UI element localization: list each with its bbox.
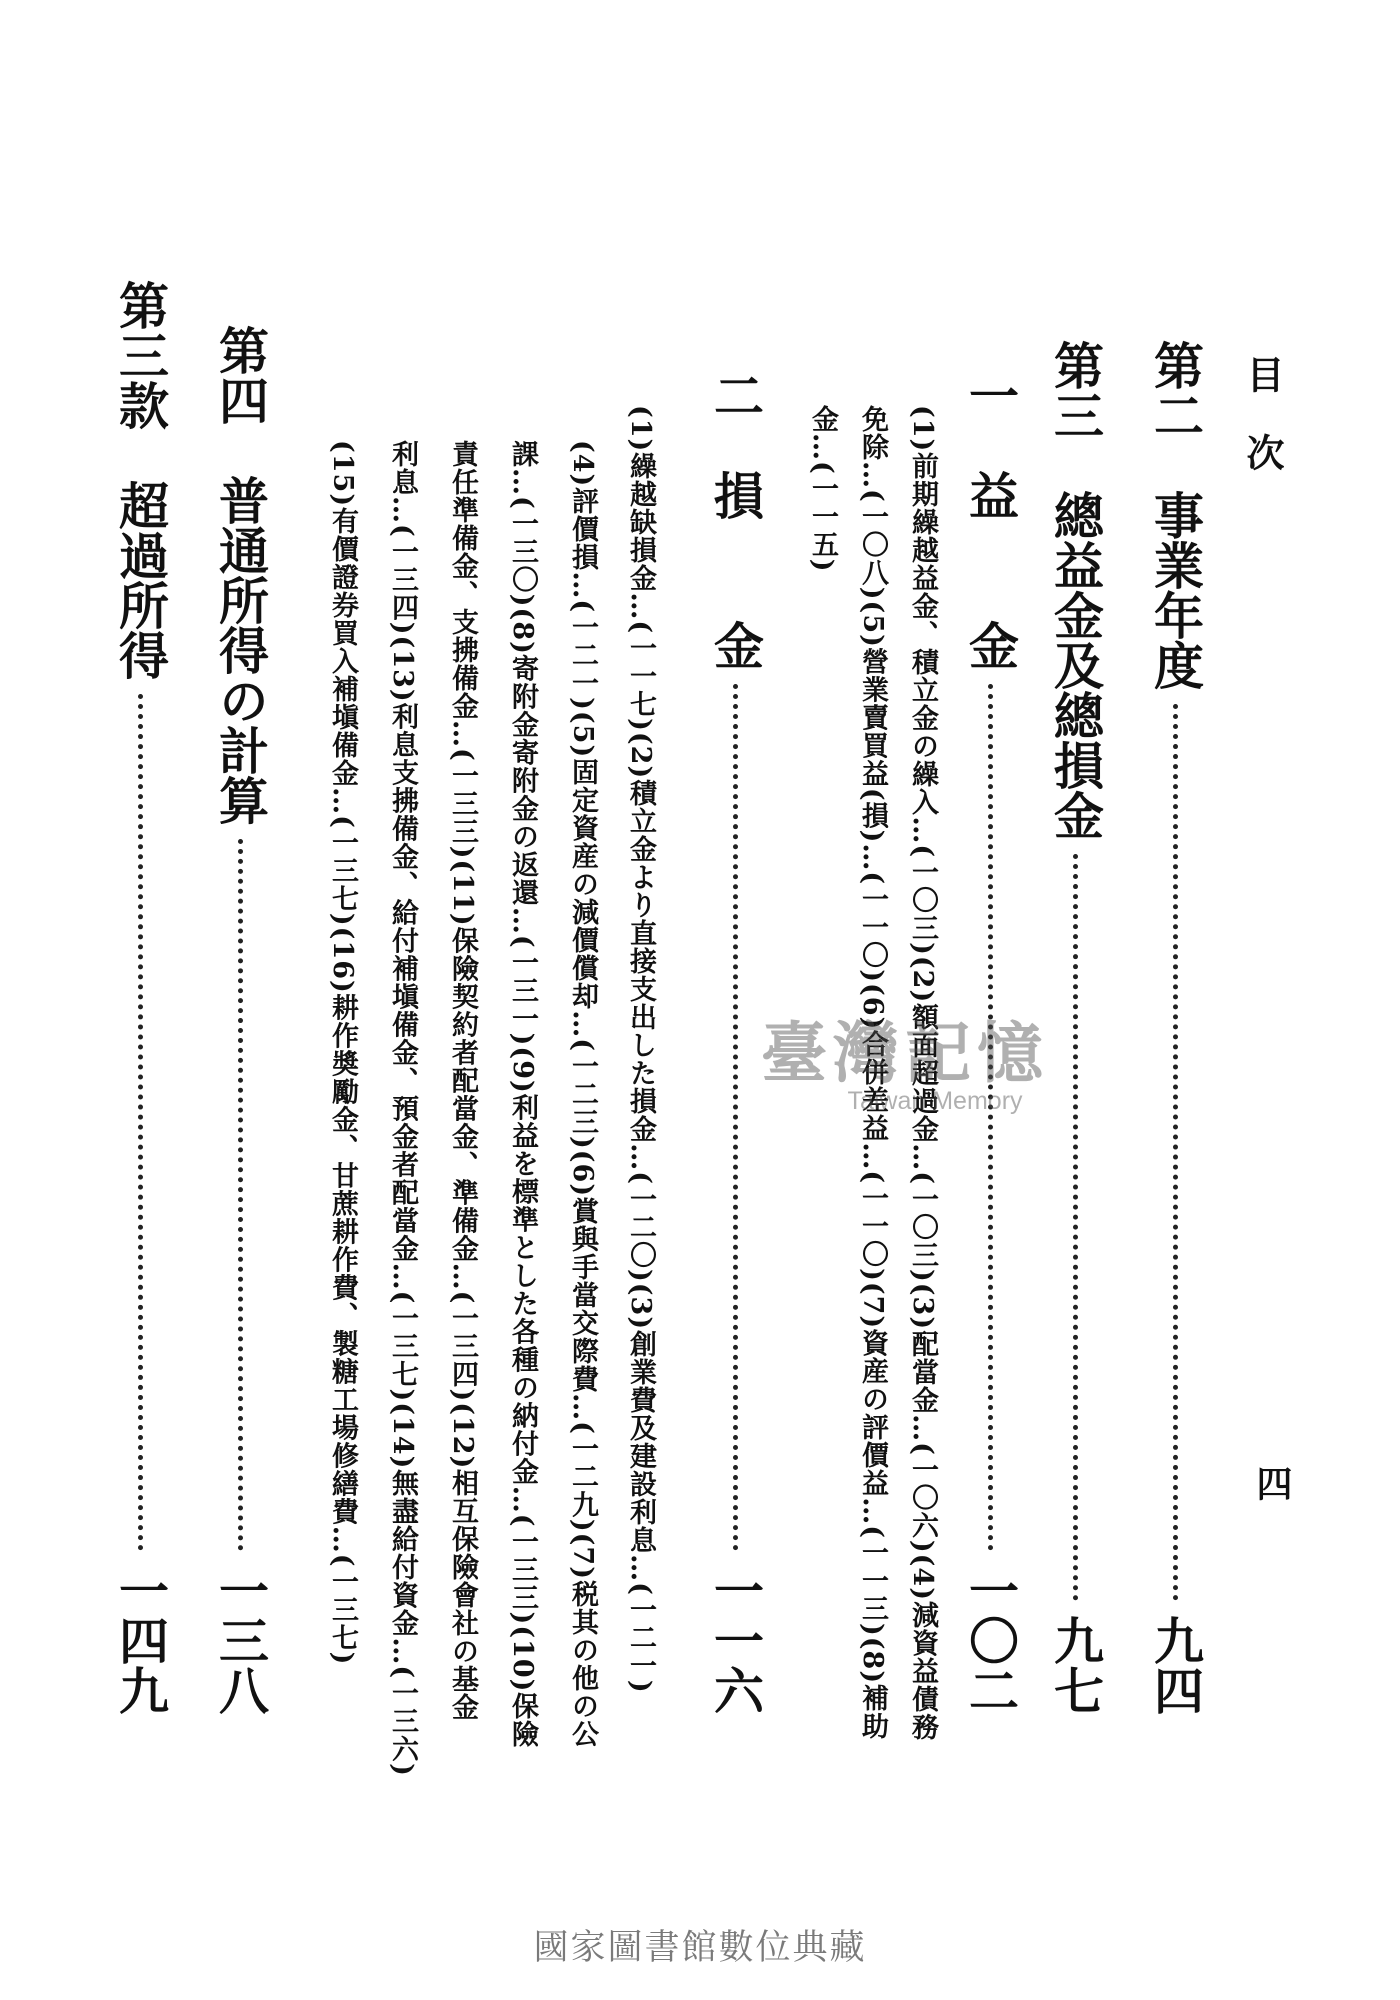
toc-entry-label: 第三 總益金及總損金: [1046, 340, 1105, 840]
toc-subline: 利息…(一三四)(13)利息支拂備金、給付補塡備金、預金者配當金…(一三七)(14)無盡給付資金…(一三六): [387, 440, 418, 1777]
page-number: 四: [1251, 1465, 1293, 1501]
leader-dots: [238, 839, 243, 1551]
toc-entry-page: 九七: [1046, 1615, 1105, 1715]
toc-entry-page: 一一六: [706, 1565, 765, 1715]
toc-subline: 金…(一一五): [807, 405, 838, 573]
toc-entry-page: 一三八: [211, 1565, 270, 1715]
toc-entry-business-year: [1145, 340, 1205, 1715]
watermark-main: 臺灣記憶: [761, 1014, 1049, 1092]
leader-dots: [1173, 704, 1178, 1601]
page-title: 目次: [1240, 355, 1285, 511]
toc-subline: (15)有價證券買入補塡備金…(一三七)(16)耕作奬勵金、甘蔗耕作費、製糖工場修繕費…(一三七): [327, 440, 358, 1666]
footer-credit: 國家圖書館數位典藏: [533, 1928, 867, 1968]
toc-entry-page: 九四: [1146, 1615, 1205, 1715]
watermark-sub: Taiwan Memory: [847, 1087, 1023, 1115]
toc-entry-excess-income: [110, 280, 170, 1715]
leader-dots: [1073, 854, 1078, 1601]
toc-entry-label: 一 益 金: [961, 370, 1020, 670]
toc-entry-page: 一四九: [111, 1565, 170, 1715]
toc-entry-page: 一〇二: [961, 1565, 1020, 1715]
toc-subline: 責任準備金、支拂備金…(一三三)(11)保險契約者配當金、準備金…(一三四)(12)相互保險會社の基金: [447, 440, 478, 1722]
toc-subline: 免除…(一〇八)(5)營業賣買益(損)…(一一〇)(6)合併差益…(一一〇)(7)資産の評價益…(一一三)(8)補助: [857, 405, 888, 1741]
toc-entry-label: 第二 事業年度: [1146, 340, 1205, 690]
watermark: [695, 1000, 1115, 1130]
toc-subline: (4)評價損…(一二一)(5)固定資産の減價償却…(一二三)(6)賞與手當交際費…(一二九)(7)税其の他の公: [567, 440, 598, 1748]
leader-dots: [138, 694, 143, 1551]
toc-entry-label: 第四 普通所得の計算: [211, 325, 270, 825]
toc-subline: (1)前期繰越益金、積立金の繰入…(一〇三)(2)額面超過金…(一〇三)(3)配當金…(一〇六)(4)減資益債務: [907, 405, 938, 1741]
toc-entry-ordinary-income: [210, 325, 270, 1715]
toc-entry-label: 第三款 超過所得: [111, 280, 170, 680]
toc-subline: (1)繰越缺損金…(一一七)(2)積立金より直接支出した損金…(一二〇)(3)創業費及建設利息…(一二一): [625, 405, 656, 1694]
toc-entry-label: 二 損 金: [706, 370, 765, 670]
toc-subline: 課…(一三〇)(8)寄附金寄附金の返還…(一三一)(9)利益を標準とした各種の納付金…(一三三)(10)保險: [507, 440, 538, 1749]
